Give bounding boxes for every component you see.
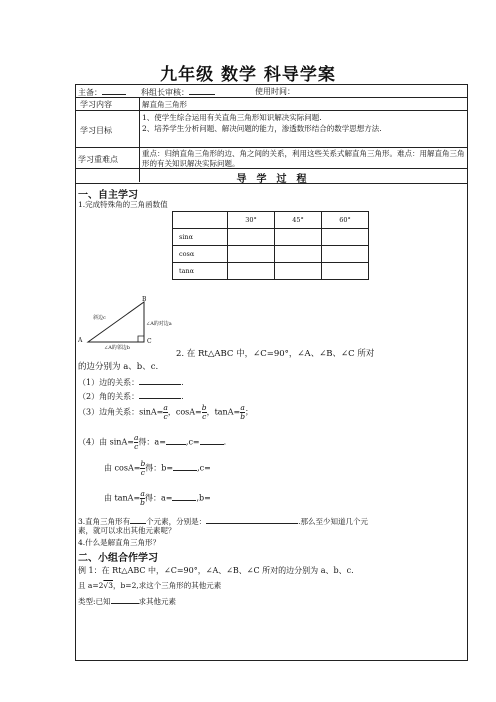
q2-edge-angle-relations [78,404,253,421]
reviewer-label: 科组长审核： [141,88,189,97]
row-sin: sinα [173,229,228,246]
example1-line2 [78,581,221,591]
q4c-blank-a[interactable] [172,492,196,501]
q2-line1: 2. 在 Rt△ABC 中，∠C=90°，∠A、∠B、∠C 所对 [176,349,375,359]
row-cos: cosα [173,246,228,263]
sides-blank[interactable] [139,376,181,385]
sqrt3: √3 [103,581,113,590]
q4b-denominator: c [140,468,145,477]
table-cell[interactable] [228,246,275,263]
vertex-c: C [147,338,152,345]
sina-prefix: （3）边角关系：sinA= [78,407,164,417]
table-cell[interactable] [275,229,322,246]
header-45: 45° [275,212,322,229]
tana-denominator: b [240,412,246,421]
q2-sides: （1）边的关系： . [78,378,184,387]
q4c-prefix: 由 tanA= [104,493,141,503]
cosa-denominator: c [202,412,207,421]
goal-label: 学习目标 [80,126,112,135]
sina-denominator: c [163,412,168,421]
example1-line1: 例 1：在 Rt△ABC 中，∠C=90°，∠A、∠B、∠C 所对的边分别为 a、b、c. [78,566,354,575]
divider [75,97,468,98]
table-corner [173,212,228,229]
q4b-numerator: b [140,459,146,468]
content-label: 学习内容 [80,100,112,109]
q2-line2: 的边分别为 a、b、c. [78,362,159,372]
type-prefix: 类型:已知 [78,597,111,606]
tana-prefix: ，tanA= [206,407,241,417]
row-tan: tanα [173,263,228,280]
ex-given-a: 且 a=2 [78,581,104,590]
q3-part-b: 个元素，分别是： [146,517,207,526]
angles-label: （2）角的关系： [78,392,140,401]
opposite-label: ∠A的对边a [146,321,172,327]
divider [75,147,468,148]
type-blank[interactable] [111,595,139,604]
q4a-blank-c[interactable] [200,436,224,445]
tana-suffix: ； [245,407,254,417]
q4b-blank-b[interactable] [173,462,197,471]
q4a-denominator: c [134,442,139,451]
q3-blank-count[interactable] [130,515,146,524]
q4-text: 4.什么是解直角三角形？ [78,538,161,547]
page-title: 九年级 数学 科导学案 [160,65,336,85]
q4a-prefix: （4）由 sinA= [78,437,134,447]
q4b-prefix: 由 cosA= [104,463,141,473]
presenter-blank[interactable] [102,86,126,95]
table-cell[interactable] [322,263,369,280]
q4c-c: ,b= [196,493,211,503]
divider [75,110,468,111]
q4b-mid: 得：b= [145,463,174,473]
q4a-c: ,c= [185,437,200,447]
goal-item-1: 1、使学生综合运用有关直角三角形知识解决实际问题. [142,113,322,122]
trig-table [172,211,369,280]
cosa-prefix: ，cosA= [167,407,202,417]
q4b [104,460,211,477]
cosa-numerator: b [201,403,207,412]
q1-text: 1.完成特殊角的三角函数值 [78,200,168,209]
q4b-c: ,c= [197,463,211,473]
q4c-numerator: a [140,489,145,498]
adjacent-label: ∠A的邻边b [104,345,131,351]
goal-item-2: 2、培养学生分析问题、解决问题的能力，渗透数形结合的数学思想方法. [142,124,382,133]
header-60: 60° [322,212,369,229]
content-value: 解直角三角形 [142,100,187,109]
q2-angles: （2）角的关系： . [78,392,184,401]
table-cell[interactable] [275,246,322,263]
table-cell[interactable] [275,263,322,280]
presenter-label: 主备： [78,88,102,97]
guide-title: 导 学 过 程 [236,174,307,185]
q4c-mid: 得：a= [144,493,173,503]
use-time-label: 使用时间： [255,87,295,96]
q3-blank-elements[interactable] [206,515,298,524]
key-label: 学习重难点 [78,155,118,164]
q3-part-c: .那么至少知道几个元 [298,517,369,526]
q4a-numerator: a [133,433,139,442]
q3-line2: 素，就可以求出其他元素呢？ [78,526,176,535]
table-cell[interactable] [228,229,275,246]
table-cell[interactable] [322,246,369,263]
q4c-denominator: b [140,498,145,507]
q3-part-a: 3.直角三角形有 [78,517,131,526]
ex-given-b: ，b=2,求这个三角形的其他元素 [112,581,222,590]
sina-numerator: a [163,403,168,412]
type-suffix: 求其他元素 [138,597,177,606]
angles-blank[interactable] [139,390,181,399]
sides-label: （1）边的关系： [78,378,140,387]
vertex-b: B [142,296,147,303]
q4a-mid: 得：a= [138,437,166,447]
section2-heading: 二、小组合作学习 [78,553,158,564]
example1-line3 [78,595,176,607]
key-value: 重点：归纳直角三角形的边、角之间的关系，利用这些关系式解直角三角形。难点：用解直角三角形的有关知识解决实际问题。 [142,149,465,168]
q4a-blank-a[interactable] [166,436,186,445]
divider [75,168,468,169]
header-30: 30° [228,212,275,229]
table-cell[interactable] [322,229,369,246]
hypotenuse-label: 斜边c [93,315,106,321]
table-cell[interactable] [228,263,275,280]
reviewer-blank[interactable] [189,86,215,95]
q4a: （4）由 sinA= $\frac{a}{c}$ 得：a= ,c= . [78,433,227,451]
q4c [104,490,211,507]
section1-heading: 一、自主学习 [78,190,138,201]
divider [75,183,468,184]
tana-numerator: a [240,403,245,412]
vertex-a: A [78,337,83,344]
